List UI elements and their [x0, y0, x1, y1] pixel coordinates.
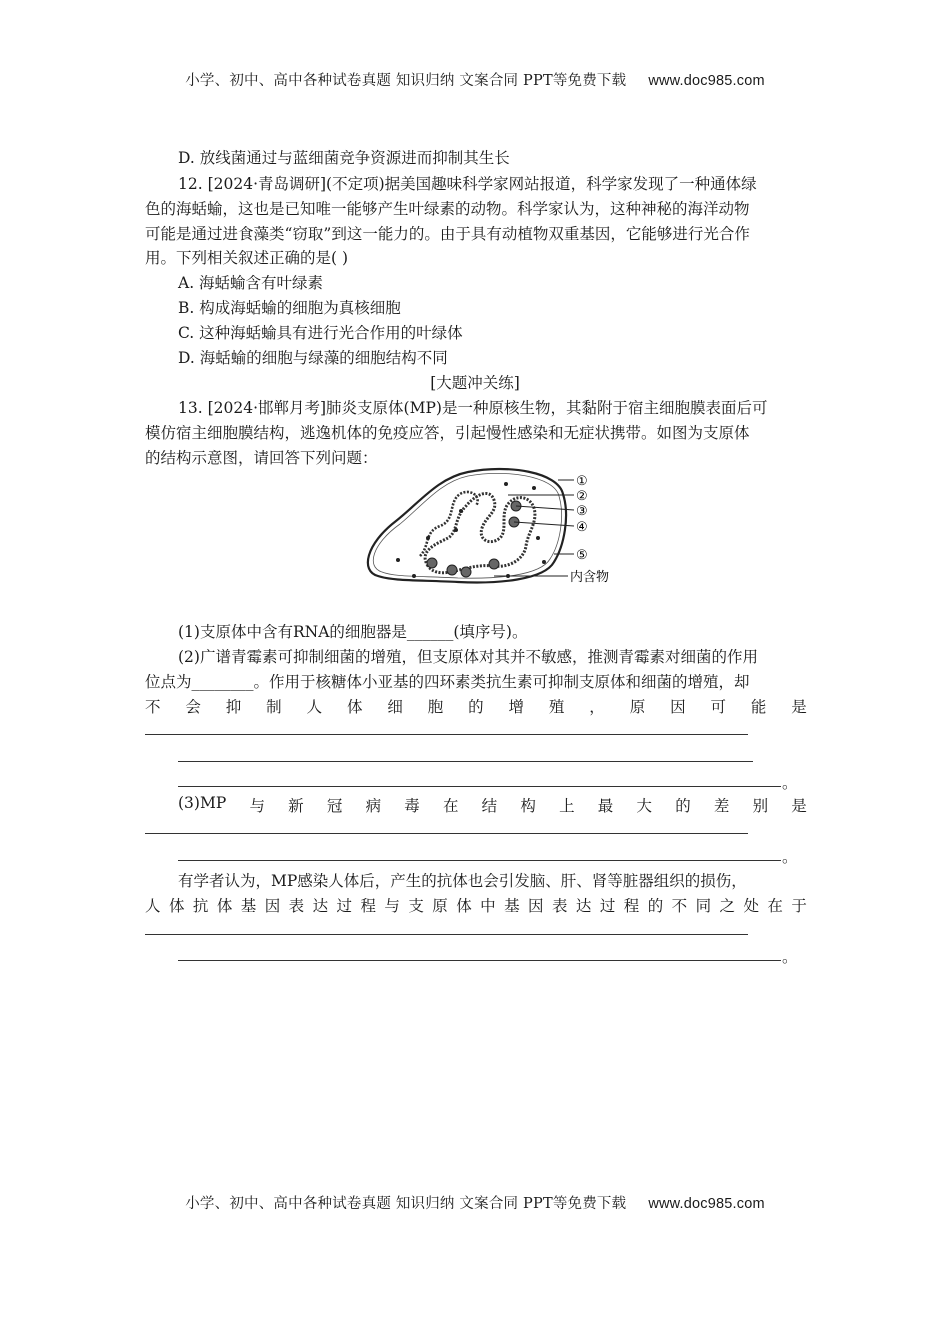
justified-char: 病 [365, 797, 382, 815]
end-mark: 。 [782, 774, 798, 792]
q12-line-4: 用。下列相关叙述正确的是( ) [145, 249, 349, 267]
justified-char: 于 [791, 897, 807, 915]
label-5: ⑤ [576, 548, 588, 563]
justified-char: 之 [719, 897, 736, 915]
justified-char: 别 [752, 797, 769, 815]
justified-char: 会 [185, 698, 201, 716]
justified-char: 抗 [192, 897, 209, 915]
justified-char: 制 [266, 698, 282, 716]
justified-char: 处 [743, 897, 759, 915]
page-footer [0, 1192, 950, 1213]
justified-char: 体 [168, 897, 185, 915]
justified-char: 表 [551, 897, 568, 915]
justified-char: 差 [713, 797, 730, 815]
answer-blank[interactable] [178, 860, 781, 861]
q13-sub3-line [178, 794, 807, 816]
justified-char: 体 [456, 897, 472, 915]
answer-blank[interactable] [145, 833, 748, 834]
granule [396, 558, 400, 562]
justified-char: 能 [750, 698, 767, 716]
justified-char: ， [589, 698, 605, 716]
header-text: 小学、初中、高中各种试卷真题 知识归纳 文案合同 PPT等免费下载 [185, 73, 627, 89]
q12-option-a: A. 海蛞蝓含有叶绿素 [178, 274, 324, 292]
granule [459, 509, 463, 513]
end-mark: 。 [782, 848, 798, 866]
justified-char: 支 [408, 897, 424, 915]
justified-char: 因 [264, 897, 281, 915]
q12-line-2: 色的海蛞蝓，这也是已知唯一能够产生叶绿素的动物。科学家认为，这种神秘的海洋动物 [145, 200, 750, 218]
q11-option-d: D. 放线菌通过与蓝细菌竞争资源进而抑制其生长 [178, 149, 510, 167]
justified-char: (3)MP [178, 794, 227, 812]
q12-line-1: 12. [2024·青岛调研](不定项)据美国趣味科学家网站报道，科学家发现了一种通体绿 [178, 175, 757, 193]
justified-char: 程 [623, 897, 640, 915]
ribosome [427, 558, 437, 568]
justified-char: 殖 [548, 698, 565, 716]
q13-line-2: 模仿宿主细胞膜结构，逃逸机体的免疫应答，引起慢性感染和无症状携带。如图为支原体 [145, 424, 750, 442]
q13-sub2-line-1: (2)广谱青霉素可抑制细菌的增殖，但支原体对其并不敏感，推测青霉素对细菌的作用 [178, 648, 758, 666]
justified-char: 的 [675, 797, 691, 815]
justified-char: 人 [306, 698, 323, 716]
justified-char: 与 [384, 897, 400, 915]
q12-option-b: B. 构成海蛞蝓的细胞为真核细胞 [178, 299, 401, 317]
granule [412, 574, 416, 578]
label-3: ③ [576, 504, 588, 519]
justified-char: 增 [508, 698, 525, 716]
justified-char: 达 [575, 897, 592, 915]
q13-line-1: 13. [2024·邯郸月考]肺炎支原体(MP)是一种原核生物，其黏附于宿主细胞膜表面后可 [178, 399, 768, 417]
justified-char: 不 [671, 897, 688, 915]
justified-char: 人 [145, 897, 161, 915]
justified-char: 可 [710, 698, 726, 716]
label-inclusions: 内含物 [570, 570, 610, 585]
justified-char: 原 [432, 897, 448, 915]
q13-sub4-line-1: 有学者认为，MP感染人体后，产生的抗体也会引发脑、肝、肾等脏器组织的损伤， [178, 872, 747, 890]
granule [536, 536, 540, 540]
granule [504, 482, 508, 486]
justified-char: 因 [670, 698, 686, 716]
justified-char: 与 [249, 797, 265, 815]
answer-blank[interactable] [145, 734, 748, 735]
q12-option-d: D. 海蛞蝓的细胞与绿藻的细胞结构不同 [178, 349, 448, 367]
answer-blank[interactable] [178, 960, 781, 961]
justified-char: 表 [288, 897, 305, 915]
justified-char: 抑 [225, 698, 242, 716]
justified-char: 基 [240, 897, 257, 915]
q13-line-3: 的结构示意图，请回答下列问题： [145, 449, 378, 467]
justified-char: 达 [312, 897, 329, 915]
justified-char: 最 [597, 797, 614, 815]
ribosome [461, 567, 471, 577]
justified-char: 上 [559, 797, 575, 815]
justified-char: 胞 [427, 698, 444, 716]
justified-char: 的 [647, 897, 664, 915]
justified-char: 不 [145, 698, 161, 716]
section-title: [大题冲关练] [430, 374, 520, 392]
justified-char: 冠 [326, 797, 343, 815]
justified-char: 体 [346, 698, 363, 716]
justified-char: 大 [636, 797, 652, 815]
justified-char: 基 [504, 897, 520, 915]
justified-char: 在 [767, 897, 783, 915]
justified-char: 过 [336, 897, 353, 915]
label-4: ④ [576, 520, 588, 535]
justified-char: 毒 [404, 797, 420, 815]
answer-blank[interactable] [145, 934, 748, 935]
q12-line-3: 可能是通过进食藻类“窃取”到这一能力的。由于具有动植物双重基因，它能够进行光合作 [145, 225, 750, 243]
header-url[interactable]: www.doc985.com [648, 73, 765, 89]
justified-char: 过 [599, 897, 616, 915]
label-1: ① [576, 474, 588, 489]
granule [542, 560, 546, 564]
page-header [0, 69, 950, 90]
justified-char: 细 [387, 698, 403, 716]
label-2: ② [576, 489, 588, 504]
answer-blank[interactable] [178, 761, 753, 762]
justified-char: 因 [528, 897, 544, 915]
justified-char: 结 [481, 797, 498, 815]
answer-blank[interactable] [178, 786, 781, 787]
justified-char: 原 [629, 698, 646, 716]
end-mark: 。 [782, 948, 798, 966]
justified-char: 程 [360, 897, 376, 915]
q13-sub2-line-2: 位点为________。作用于核糖体小亚基的四环素类抗生素可抑制支原体和细菌的增殖，却 [145, 673, 750, 691]
dna-loop-2 [420, 492, 478, 556]
q12-option-c: C. 这种海蛞蝓具有进行光合作用的叶绿体 [178, 324, 463, 342]
granule [532, 486, 536, 490]
justified-char: 在 [442, 797, 459, 815]
justified-char: 新 [288, 797, 304, 815]
mycoplasma-diagram [358, 466, 618, 588]
justified-char: 构 [520, 797, 536, 815]
q13-sub2-line-3 [145, 695, 807, 717]
ribosome [489, 559, 499, 569]
justified-char: 体 [216, 897, 233, 915]
justified-char: 是 [791, 797, 807, 815]
justified-char: 是 [791, 698, 807, 716]
q13-sub4-line-2 [145, 894, 807, 916]
justified-char: 同 [695, 897, 712, 915]
granule [454, 528, 458, 532]
q13-sub1: (1)支原体中含有RNA的细胞器是______(填序号)。 [178, 623, 528, 641]
footer-url[interactable]: www.doc985.com [648, 1196, 765, 1212]
ribosome [447, 565, 457, 575]
granule [426, 536, 430, 540]
footer-text: 小学、初中、高中各种试卷真题 知识归纳 文案合同 PPT等免费下载 [185, 1196, 627, 1212]
justified-char: 中 [480, 897, 496, 915]
justified-char: 的 [468, 698, 484, 716]
